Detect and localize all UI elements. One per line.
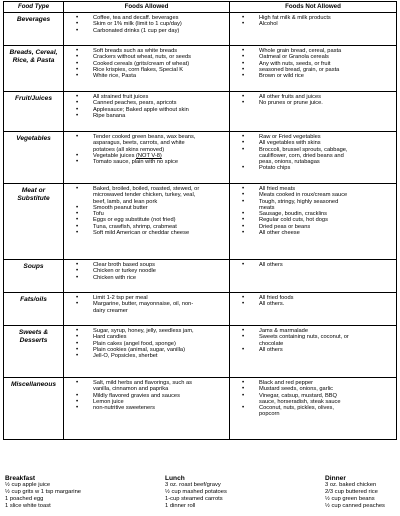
list-item: • All fried meats	[242, 186, 392, 192]
list-item: • Mildly flavored gravies and sauces	[76, 393, 225, 399]
allowed-list	[76, 94, 225, 119]
header-row	[4, 2, 397, 13]
table-row	[4, 184, 397, 260]
list-item: • Chicken or turkey noodle	[76, 268, 225, 274]
list-item: • Coconut, nuts, pickles, olives,	[242, 405, 392, 411]
list-item: • Soft mild American or cheddar cheese	[76, 230, 225, 236]
list-item: • No prunes or prune juice.	[242, 100, 392, 106]
list-item: • All vegetables with skins	[242, 140, 392, 146]
list-item: • Black and red pepper	[242, 380, 392, 386]
header-food-type: Food Type	[4, 2, 64, 13]
meal-title: Breakfast	[5, 475, 36, 482]
not-allowed-list	[242, 94, 392, 107]
food-type-cell: Meat or Substitute	[4, 184, 64, 260]
list-item: • Carbonated drinks (1 cup per day)	[76, 28, 225, 34]
list-item: • Plain cakes (angel food, sponge)	[76, 341, 225, 347]
allowed-list-cell	[64, 378, 230, 440]
table-row	[4, 260, 397, 293]
not-allowed-list	[242, 295, 392, 308]
list-item: • Tofu	[76, 211, 225, 217]
list-item: • White rice, Pasta	[76, 73, 225, 79]
underlined-text: (NOT V-8)	[136, 152, 162, 159]
list-item: dairy creamer	[93, 307, 128, 314]
list-item: • All others	[242, 262, 392, 268]
meal-title: Lunch	[165, 475, 185, 482]
not-allowed-list	[242, 380, 392, 418]
meal-line: 2/3 cup buttered rice	[325, 489, 378, 496]
list-item: • Sugar, syrup, honey, jelly, seedless jam,	[76, 328, 225, 334]
allowed-list	[76, 15, 225, 34]
list-item: • Broccoli, brussel sprouts, cabbage,	[242, 147, 392, 153]
header-foods-not-allowed: Foods Not Allowed	[230, 2, 397, 13]
not-allowed-list-cell	[230, 184, 397, 260]
list-item: • Sausage, boudin, cracklins	[242, 211, 392, 217]
list-item: • Jell-O, Popsicles, sherbet	[76, 353, 225, 359]
meal-lunch	[165, 475, 293, 510]
list-item: • Limit 1-2 tsp per meal	[76, 295, 225, 301]
meal-line: 1 slice white toast	[5, 503, 51, 510]
allowed-list	[76, 134, 225, 165]
allowed-list-cell	[64, 184, 230, 260]
list-item: • Margarine, butter, mayonnaise, oil, non-	[76, 301, 225, 307]
list-item: chocolate	[259, 340, 284, 347]
meal-line: 3 oz. baked chicken	[325, 482, 377, 489]
allowed-list-cell	[64, 132, 230, 184]
list-item: meats	[259, 204, 275, 211]
not-allowed-list-cell	[230, 13, 397, 46]
allowed-list-cell	[64, 46, 230, 92]
table-row	[4, 13, 397, 46]
meal-line: ½ cup green beans	[325, 496, 375, 503]
not-allowed-list	[242, 186, 392, 236]
list-item: asparagus, beets, carrots, and white	[93, 140, 185, 147]
list-item: • Cooked cereals (grits/cream of wheat)	[76, 61, 225, 67]
list-item: • Brown or wild rice	[242, 73, 392, 79]
not-allowed-list-cell	[230, 46, 397, 92]
food-type-cell: Beverages	[4, 13, 64, 46]
not-allowed-list-cell	[230, 378, 397, 440]
meal-line: 1-cup steamed carrots	[165, 496, 223, 503]
list-item: peas, onions, rutabagas	[259, 159, 320, 165]
list-item: • Oatmeal or Granola cereals	[242, 54, 392, 60]
list-item: • Rice krispies, corn flakes, Special K	[76, 67, 225, 73]
meal-line: ½ cup mashed potatoes	[165, 489, 227, 496]
list-item: • Plain cookies (animal, sugar, vanilla)	[76, 347, 225, 353]
list-item: • Mustard seeds, onions, garlic	[242, 386, 392, 392]
list-item: vanilla, cinnamon and paprika	[93, 386, 169, 393]
food-type-cell: Soups	[4, 260, 64, 293]
not-allowed-list	[242, 15, 392, 28]
allowed-list	[76, 48, 225, 79]
meal-line: ½ cup grits w 1 tsp margarine	[5, 489, 82, 496]
not-allowed-list-cell	[230, 326, 397, 378]
not-allowed-list-cell	[230, 293, 397, 326]
list-item: • Baked, broiled, boiled, roasted, stewed, or	[76, 186, 225, 192]
list-item: • non-nutritive sweeteners	[76, 405, 225, 411]
not-allowed-list-cell	[230, 132, 397, 184]
food-type-cell: Breads, Cereal, Rice, & Pasta	[4, 46, 64, 92]
list-item: • Coffee, tea and decaff. beverages	[76, 15, 225, 21]
allowed-list-cell	[64, 92, 230, 132]
list-item: • All others.	[242, 301, 392, 307]
list-item: sauce, horseradish, steak sauce	[259, 398, 341, 405]
list-item: • All other fruits and juices	[242, 94, 392, 100]
diet-table	[3, 1, 397, 440]
not-allowed-list-cell	[230, 260, 397, 293]
food-type-cell: Miscellaneous	[4, 378, 64, 440]
header-foods-allowed: Foods Allowed	[64, 2, 230, 13]
meal-title: Dinner	[325, 475, 346, 482]
list-item: • All others	[242, 347, 392, 353]
list-item: • Canned peaches, pears, apricots	[76, 100, 225, 106]
list-item: • All fried foods	[242, 295, 392, 301]
list-item: • Any with nuts, seeds, or fruit	[242, 61, 392, 67]
list-item: • Lemon juice	[76, 399, 225, 405]
list-item: • All strained fruit juices	[76, 94, 225, 100]
list-item: • Soft breads such as white breads	[76, 48, 225, 54]
allowed-list-cell	[64, 260, 230, 293]
list-item: • Ripe banana	[76, 113, 225, 119]
table-row	[4, 293, 397, 326]
allowed-list	[76, 328, 225, 359]
list-item: • Eggs or egg substitute (not fried)	[76, 217, 225, 223]
list-item: • Regular cold cuts, hot dogs	[242, 217, 392, 223]
not-allowed-list	[242, 134, 392, 172]
meal-line: ½ cup canned peaches	[325, 503, 385, 510]
list-item: • Smooth peanut butter	[76, 205, 225, 211]
table-row	[4, 326, 397, 378]
list-item: • Vegetable juices (NOT V-8)	[76, 153, 225, 159]
table-row	[4, 378, 397, 440]
list-item: • Tomato sauce, plain with no spice	[76, 159, 225, 165]
list-item: • Dried peas or beans	[242, 224, 392, 230]
list-item: • All other cheese	[242, 230, 392, 236]
list-item: beef, lamb, and lean pork	[93, 198, 158, 205]
list-item: • Jams & marmalade	[242, 328, 392, 334]
meal-dinner	[325, 475, 396, 510]
list-item: • Vinegar, catsup, mustard, BBQ	[242, 393, 392, 399]
not-allowed-list	[242, 48, 392, 79]
meal-line: 1 dinner roll	[165, 503, 196, 510]
table-body	[4, 13, 397, 440]
list-item: • Potato chips	[242, 165, 392, 171]
list-item: • Tough, stringy, highly seasoned	[242, 199, 392, 205]
not-allowed-list	[242, 262, 392, 268]
list-item: • Tuna, crawfish, shrimp, crabmeat	[76, 224, 225, 230]
list-item: • Clear broth based soups	[76, 262, 225, 268]
allowed-list-cell	[64, 13, 230, 46]
list-item: • seasoned bread, grain, or pasta	[242, 67, 392, 73]
meal-line: ½ cup apple juice	[5, 482, 51, 489]
list-item: cauliflower, corn, dried beans and	[259, 152, 344, 159]
list-item: • Tender cooked green beans, wax beans,	[76, 134, 225, 140]
food-type-cell: Fats/oils	[4, 293, 64, 326]
meal-breakfast	[5, 475, 133, 510]
table-row	[4, 46, 397, 92]
list-item: • Hard candies	[76, 334, 225, 340]
list-item: • Salt, mild herbs and flavorings, such as	[76, 380, 225, 386]
table-row	[4, 132, 397, 184]
list-item: • Chicken with rice	[76, 275, 225, 281]
sample-menu	[3, 475, 396, 516]
meal-line: 3 oz. roast beef/gravy	[165, 482, 221, 489]
list-item: • Applesauce; Baked apple without skin	[76, 107, 225, 113]
allowed-list	[76, 186, 225, 236]
list-item: • Sweets containing nuts, coconut, or	[242, 334, 392, 340]
list-item: • Meats cooked in roux/cream sauce	[242, 192, 392, 198]
allowed-list	[76, 295, 225, 314]
allowed-list-cell	[64, 326, 230, 378]
food-type-cell: Vegetables	[4, 132, 64, 184]
meal-line: 1 poached egg	[5, 496, 44, 503]
list-item: • Alcohol	[242, 21, 392, 27]
allowed-list	[76, 262, 225, 281]
table-row	[4, 92, 397, 132]
food-type-cell: Sweets & Desserts	[4, 326, 64, 378]
list-item: • Crackers without wheat, nuts, or seeds	[76, 54, 225, 60]
food-type-cell: Fruit/Juices	[4, 92, 64, 132]
list-item: • Whole grain bread, cereal, pasta	[242, 48, 392, 54]
allowed-list-cell	[64, 293, 230, 326]
list-item: • Raw or Fried vegetables	[242, 134, 392, 140]
list-item: microwaved tender chicken, turkey, veal,	[93, 192, 196, 199]
allowed-list	[76, 380, 225, 411]
list-item: • High fat milk & milk products	[242, 15, 392, 21]
not-allowed-list-cell	[230, 92, 397, 132]
list-item: potatoes (all skins removed)	[93, 146, 165, 153]
list-item: popcorn	[259, 411, 280, 418]
list-item: • Skim or 1% milk (limit to 1 cup/day)	[76, 21, 225, 27]
not-allowed-list	[242, 328, 392, 353]
